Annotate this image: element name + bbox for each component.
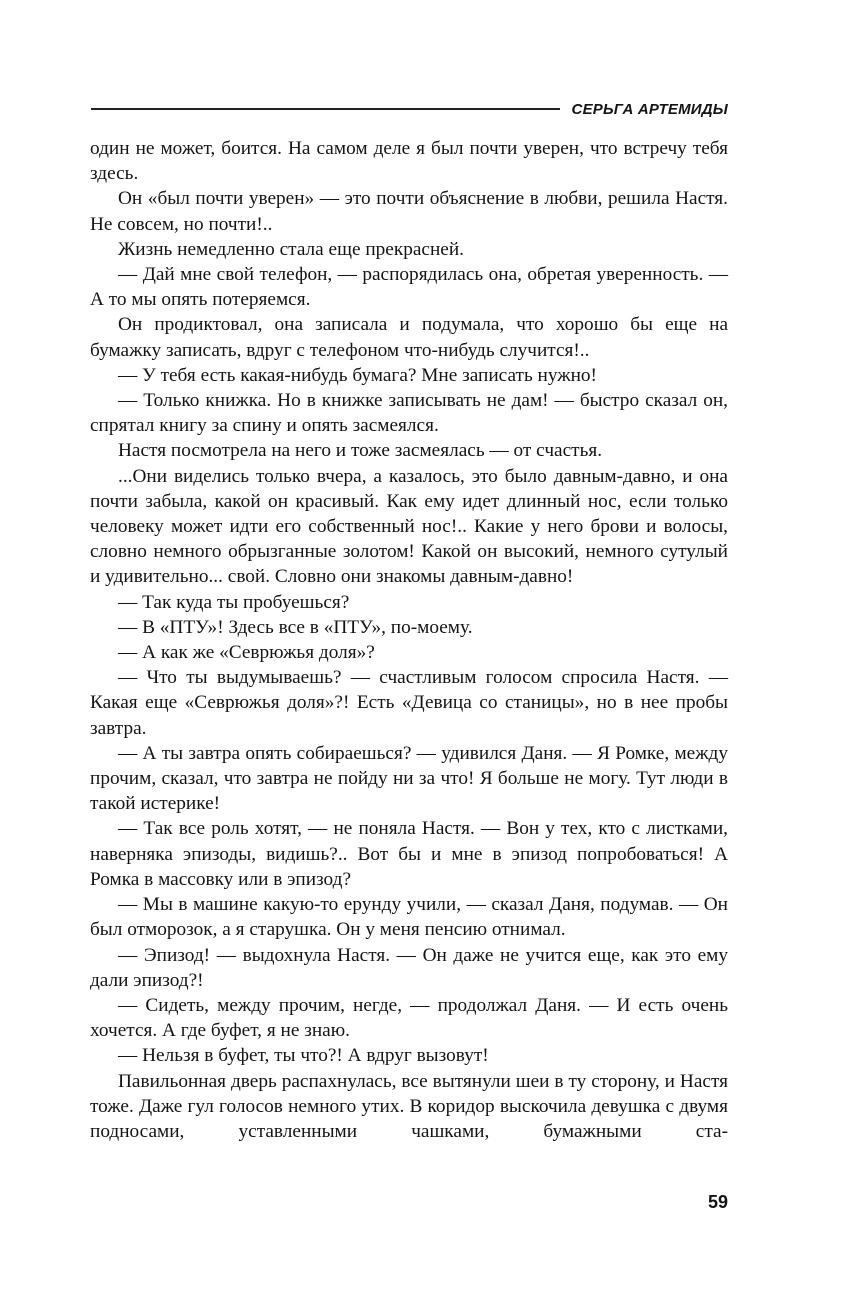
- paragraph: ...Они виделись только вчера, а казалось, это было давным-давно, и она почти забыла, какой он красивый. Как ему идет длинный нос, если только человеку может идти его собственный нос!.. Какие у него брови и волосы, словно немного обрызганные золотом! Какой он высокий, немного сутулый и удивительно... свой. Словно они знакомы давным-давно!: [90, 465, 728, 588]
- paragraph: — Нельзя в буфет, ты что?! А вдруг вызовут!: [118, 1045, 489, 1067]
- running-title: СЕРЬГА АРТЕМИДЫ: [571, 100, 728, 118]
- paragraph: — Так куда ты пробуешься?: [118, 591, 350, 613]
- page-number: 59: [707, 1192, 728, 1212]
- paragraph: один не может, боится. На самом деле я был почти уверен, что встречу тебя здесь.: [90, 138, 728, 185]
- body-text: [90, 136, 728, 1144]
- paragraph: — А как же «Севрюжья доля»?: [118, 642, 375, 664]
- paragraph: — Сидеть, между прочим, негде, — продолжал Даня. — И есть очень хочется. А где буфет, я не знаю.: [90, 994, 728, 1042]
- paragraph: Он «был почти уверен» — это почти объяснение в любви, решила Настя. Не совсем, но почти!..: [90, 188, 728, 235]
- paragraph: — Эпизод! — выдохнула Настя. — Он даже не учится еще, как это ему дали эпизод?!: [90, 944, 728, 991]
- paragraph: — Только книжка. Но в книжке записывать не дам! — быстро сказал он, спрятал книгу за спину и опять засмеялся.: [90, 390, 728, 437]
- paragraph: Настя посмотрела на него и тоже засмеялась — от счастья.: [118, 440, 603, 462]
- running-header: [91, 98, 728, 120]
- paragraph: — Что ты выдумываешь? — счастливым голосом спросила Настя. — Какая еще «Севрюжья доля»?! Есть «Девица со станицы», но в нее пробы завтра.: [90, 667, 728, 739]
- paragraph: Павильонная дверь распахнулась, все вытянули шеи в ту сторону, и Настя тоже. Даже гул голосов немного утих. В коридор выскочила девушка с двумя подносами, уставленными чашками, бумажными ста-: [90, 1070, 728, 1142]
- paragraph: — У тебя есть какая-нибудь бумага? Мне записать нужно!: [118, 364, 597, 386]
- paragraph: — Так все роль хотят, — не поняла Настя. — Вон у тех, кто с листками, наверняка эпизоды, видишь?.. Вот бы и мне в эпизод попробоваться! А Ромка в массовку или в эпизод?: [90, 818, 728, 890]
- paragraph: — В «ПТУ»! Здесь все в «ПТУ», по-моему.: [118, 616, 473, 638]
- paragraph: — Мы в машине какую-то ерунду учили, — сказал Даня, подумав. — Он был отморозок, а я старушка. Он у меня пенсию отнимал.: [90, 894, 728, 941]
- paragraph: Он продиктовал, она записала и подумала, что хорошо бы еще на бумажку записать, вдруг с телефоном что-нибудь случится!..: [90, 314, 728, 361]
- header-rule: [91, 108, 560, 110]
- paragraph: — Дай мне свой телефон, — распорядилась она, обретая уверенность. — А то мы опять потеряемся.: [90, 264, 728, 311]
- paragraph: Жизнь немедленно стала еще прекрасней.: [118, 238, 464, 260]
- paragraph: — А ты завтра опять собираешься? — удивился Даня. — Я Ромке, между прочим, сказал, что завтра не пойду ни за что! Я больше не могу. Тут люди в такой истерике!: [90, 742, 728, 815]
